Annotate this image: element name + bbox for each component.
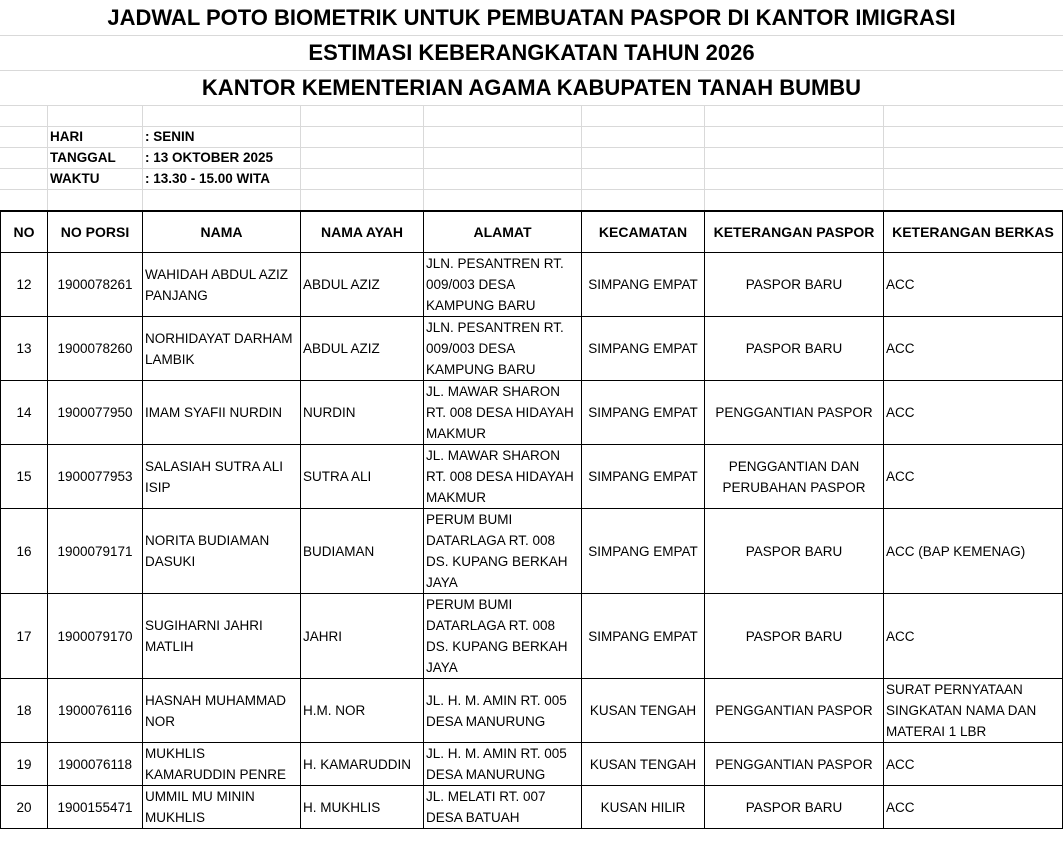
- header-keterangan-berkas: KETERANGAN BERKAS: [884, 211, 1063, 253]
- cell-no-porsi: 1900155471: [48, 786, 143, 829]
- table-header-row: [1, 211, 1063, 253]
- cell-kecamatan: SIMPANG EMPAT: [582, 253, 705, 317]
- cell-nama: NORHIDAYAT DARHAM LAMBIK: [143, 317, 301, 381]
- cell-no-porsi: 1900078260: [48, 317, 143, 381]
- cell-keterangan-berkas: SURAT PERNYATAAN SINGKATAN NAMA DAN MATERAI 1 LBR: [884, 679, 1063, 743]
- cell-nama-ayah: H. MUKHLIS: [301, 786, 424, 829]
- cell-no: 17: [1, 594, 48, 679]
- cell-kecamatan: SIMPANG EMPAT: [582, 317, 705, 381]
- cell-nama: UMMIL MU MININ MUKHLIS: [143, 786, 301, 829]
- cell-nama: SALASIAH SUTRA ALI ISIP: [143, 445, 301, 509]
- cell-alamat: JL. MAWAR SHARON RT. 008 DESA HIDAYAH MAKMUR: [424, 381, 582, 445]
- hari-label: HARI: [50, 129, 83, 144]
- table-row: [1, 509, 1063, 594]
- cell-keterangan-berkas: ACC: [884, 445, 1063, 509]
- cell-nama-ayah: JAHRI: [301, 594, 424, 679]
- table-row: [1, 594, 1063, 679]
- cell-nama: NORITA BUDIAMAN DASUKI: [143, 509, 301, 594]
- cell-alamat: JL. H. M. AMIN RT. 005 DESA MANURUNG: [424, 743, 582, 786]
- cell-no: 13: [1, 317, 48, 381]
- tanggal-value: : 13 OKTOBER 2025: [145, 150, 274, 165]
- cell-kecamatan: SIMPANG EMPAT: [582, 509, 705, 594]
- cell-nama: HASNAH MUHAMMAD NOR: [143, 679, 301, 743]
- cell-nama-ayah: NURDIN: [301, 381, 424, 445]
- info-tanggal: [50, 148, 273, 168]
- cell-kecamatan: KUSAN TENGAH: [582, 743, 705, 786]
- cell-alamat: PERUM BUMI DATARLAGA RT. 008 DS. KUPANG BERKAH JAYA: [424, 594, 582, 679]
- page-title-line-3: KANTOR KEMENTERIAN AGAMA KABUPATEN TANAH BUMBU: [0, 71, 1063, 105]
- cell-kecamatan: KUSAN TENGAH: [582, 679, 705, 743]
- cell-keterangan-paspor: PASPOR BARU: [705, 317, 884, 381]
- cell-nama-ayah: H.M. NOR: [301, 679, 424, 743]
- table-row: [1, 743, 1063, 786]
- tanggal-label: TANGGAL: [50, 150, 116, 165]
- cell-keterangan-berkas: ACC: [884, 317, 1063, 381]
- table-row: [1, 381, 1063, 445]
- cell-alamat: JL. MELATI RT. 007 DESA BATUAH: [424, 786, 582, 829]
- cell-kecamatan: SIMPANG EMPAT: [582, 381, 705, 445]
- header-nama-ayah: NAMA AYAH: [301, 211, 424, 253]
- cell-alamat: JLN. PESANTREN RT. 009/003 DESA KAMPUNG BARU: [424, 253, 582, 317]
- cell-keterangan-berkas: ACC: [884, 594, 1063, 679]
- cell-kecamatan: SIMPANG EMPAT: [582, 594, 705, 679]
- cell-keterangan-paspor: PENGGANTIAN PASPOR: [705, 679, 884, 743]
- cell-kecamatan: SIMPANG EMPAT: [582, 445, 705, 509]
- cell-no-porsi: 1900079171: [48, 509, 143, 594]
- cell-keterangan-berkas: ACC (BAP KEMENAG): [884, 509, 1063, 594]
- page-title-line-2: ESTIMASI KEBERANGKATAN TAHUN 2026: [0, 36, 1063, 70]
- cell-keterangan-paspor: PASPOR BARU: [705, 786, 884, 829]
- cell-nama-ayah: ABDUL AZIZ: [301, 253, 424, 317]
- info-waktu: [50, 169, 270, 189]
- waktu-value: : 13.30 - 15.00 WITA: [145, 171, 271, 186]
- cell-nama: IMAM SYAFII NURDIN: [143, 381, 301, 445]
- cell-no: 16: [1, 509, 48, 594]
- cell-keterangan-paspor: PENGGANTIAN PASPOR: [705, 743, 884, 786]
- header-keterangan-paspor: KETERANGAN PASPOR: [705, 211, 884, 253]
- cell-nama: WAHIDAH ABDUL AZIZ PANJANG: [143, 253, 301, 317]
- cell-keterangan-paspor: PASPOR BARU: [705, 594, 884, 679]
- cell-nama-ayah: BUDIAMAN: [301, 509, 424, 594]
- cell-no: 19: [1, 743, 48, 786]
- hari-value: : SENIN: [145, 129, 195, 144]
- table-row: [1, 253, 1063, 317]
- cell-kecamatan: KUSAN HILIR: [582, 786, 705, 829]
- table-row: [1, 786, 1063, 829]
- cell-nama-ayah: H. KAMARUDDIN: [301, 743, 424, 786]
- cell-no-porsi: 1900077950: [48, 381, 143, 445]
- cell-no-porsi: 1900077953: [48, 445, 143, 509]
- cell-no: 14: [1, 381, 48, 445]
- cell-keterangan-berkas: ACC: [884, 786, 1063, 829]
- cell-keterangan-paspor: PASPOR BARU: [705, 253, 884, 317]
- cell-no-porsi: 1900076116: [48, 679, 143, 743]
- cell-no: 15: [1, 445, 48, 509]
- cell-keterangan-paspor: PENGGANTIAN PASPOR: [705, 381, 884, 445]
- header-alamat: ALAMAT: [424, 211, 582, 253]
- cell-alamat: JL. MAWAR SHARON RT. 008 DESA HIDAYAH MAKMUR: [424, 445, 582, 509]
- cell-nama-ayah: ABDUL AZIZ: [301, 317, 424, 381]
- cell-no: 20: [1, 786, 48, 829]
- cell-keterangan-berkas: ACC: [884, 381, 1063, 445]
- cell-keterangan-paspor: PASPOR BARU: [705, 509, 884, 594]
- cell-keterangan-paspor: PENGGANTIAN DAN PERUBAHAN PASPOR: [705, 445, 884, 509]
- header-no: NO: [1, 211, 48, 253]
- cell-nama-ayah: SUTRA ALI: [301, 445, 424, 509]
- page-title-line-1: JADWAL POTO BIOMETRIK UNTUK PEMBUATAN PASPOR DI KANTOR IMIGRASI: [0, 1, 1063, 35]
- cell-no: 12: [1, 253, 48, 317]
- schedule-table: [0, 210, 1063, 829]
- table-row: [1, 679, 1063, 743]
- header-kecamatan: KECAMATAN: [582, 211, 705, 253]
- cell-no-porsi: 1900078261: [48, 253, 143, 317]
- cell-alamat: JL. H. M. AMIN RT. 005 DESA MANURUNG: [424, 679, 582, 743]
- cell-no-porsi: 1900076118: [48, 743, 143, 786]
- cell-alamat: JLN. PESANTREN RT. 009/003 DESA KAMPUNG BARU: [424, 317, 582, 381]
- cell-keterangan-berkas: ACC: [884, 743, 1063, 786]
- info-hari: [50, 127, 195, 147]
- table-row: [1, 445, 1063, 509]
- table-row: [1, 317, 1063, 381]
- header-no-porsi: NO PORSI: [48, 211, 143, 253]
- waktu-label: WAKTU: [50, 171, 100, 186]
- cell-keterangan-berkas: ACC: [884, 253, 1063, 317]
- cell-nama: SUGIHARNI JAHRI MATLIH: [143, 594, 301, 679]
- header-nama: NAMA: [143, 211, 301, 253]
- cell-no: 18: [1, 679, 48, 743]
- cell-no-porsi: 1900079170: [48, 594, 143, 679]
- cell-nama: MUKHLIS KAMARUDDIN PENRE: [143, 743, 301, 786]
- cell-alamat: PERUM BUMI DATARLAGA RT. 008 DS. KUPANG BERKAH JAYA: [424, 509, 582, 594]
